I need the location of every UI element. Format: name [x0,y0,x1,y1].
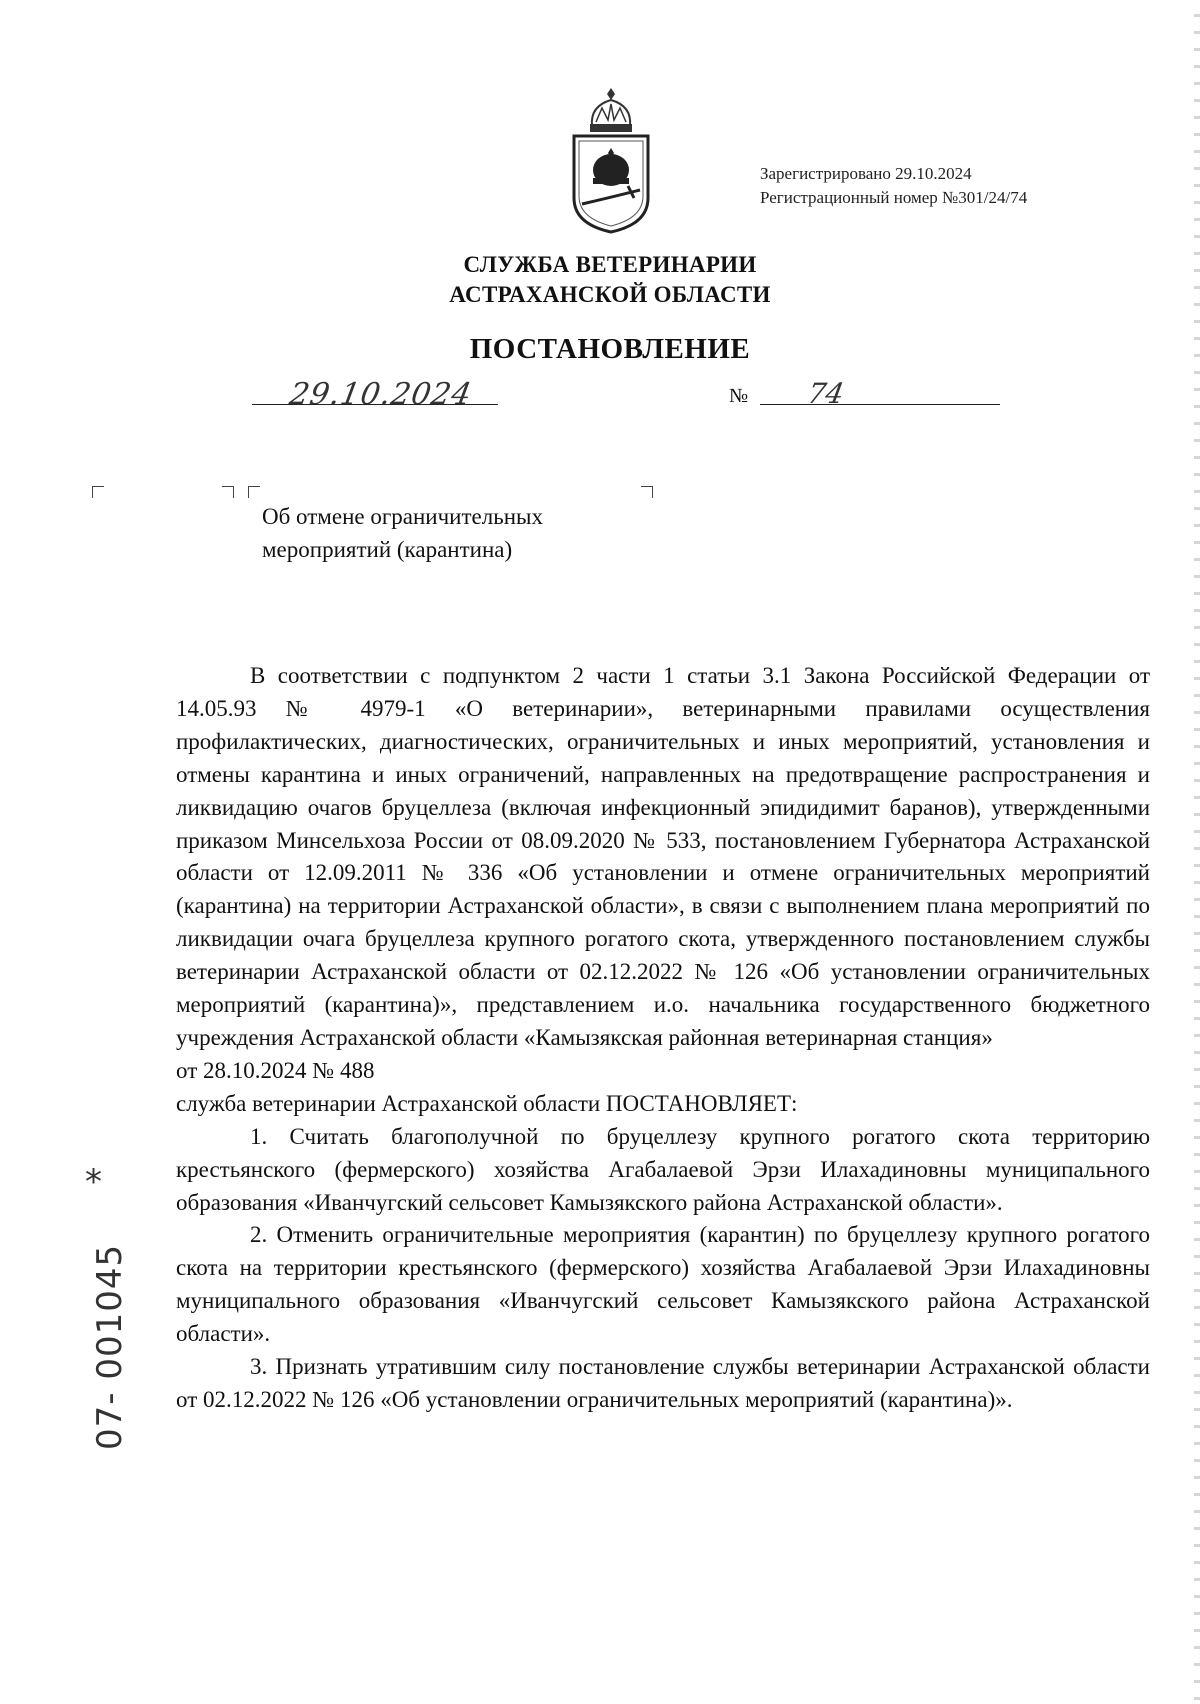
date-underline [252,404,498,405]
organization-name [0,250,1200,310]
document-number: 74 [805,377,847,410]
preamble-end: от 28.10.2024 № 488 [176,1057,375,1083]
document-title: ПОСТАНОВЛЕНИЕ [469,333,751,365]
registration-number: Регистрационный номер №301/24/74 [760,188,1028,207]
astrakhan-coat-of-arms-icon [568,86,654,236]
preamble-paragraph: В соответствии с подпунктом 2 части 1 статьи 3.1 Закона Российской Федерации от 14.05.93 № 4979-1 «О ветеринарии», ветеринарными правилами осуществления профилактических, диагностических, ограничительных и иных мероприятий, установления и отмены карантина и иных ограничений, направленных на предотвращение распространения и ликвидацию очагов бруцеллеза (включая инфекционный эпидидимит баранов), утвержденными приказом Минсельхоза России от 08.09.2020 № 533, постановлением Губернатора Астраханской области от 12.09.2011 № 336 «Об установлении и отмене ограничительных мероприятий (карантина) на территории Астраханской области», в связи с выполнением плана мероприятий по ликвидации очага бруцеллеза крупного рогатого скота, утвержденного постановлением службы ветеринарии Астраханской области от 02.12.2022 № 126 «Об установлении ограничительных мероприятий (карантина)», представлением и.о. начальника государственного бюджетного учреждения Астраханской области «Камызякская районная ветеринарная станция» [176,663,1150,1050]
resolution-item-3: 3. Признать утратившим силу постановление службы ветеринарии Астраханской области от 02.12.2022 № 126 «Об установлении ограничительных мероприятий (карантина)». [176,1354,1150,1412]
serial-number: 07- 001045 [90,1243,130,1450]
corner-mark [641,486,653,498]
number-label: № [729,385,749,407]
corner-mark [222,486,234,498]
subject-line-2: мероприятий (карантина) [262,537,513,562]
organization-line-2: АСТРАХАНСКОЙ ОБЛАСТИ [449,282,771,307]
number-underline [760,404,1000,405]
registration-date: Зарегистрировано 29.10.2024 [760,164,972,183]
document-date: 29.10.2024 [286,377,475,412]
document-body [176,660,1150,1417]
document-subject [262,500,543,566]
corner-mark [248,486,260,498]
registration-stamp [760,162,1027,210]
resolution-item-1: 1. Считать благополучной по бруцеллезу крупного рогатого скота территорию крестьянского (фермерского) хозяйства Агабалаевой Эрзи Илахадиновны муниципального образования «Иванчугский сельсовет Камызякского района Астраханской области». [176,1123,1150,1215]
scan-edge [1194,0,1200,1704]
resolution-item-2: 2. Отменить ограничительные мероприятия (карантин) по бруцеллезу крупного рогатого скота на территории крестьянского (фермерского) хозяйства Агабалаевой Эрзи Илахадиновны муниципального образования «Иванчугский сельсовет Камызякского района Астраханской области». [176,1222,1150,1347]
stamp-mark: * [85,1162,102,1202]
serial-stamp [72,1243,132,1450]
resolution-clause: служба ветеринарии Астраханской области ПОСТАНОВЛЯЕТ: [176,1090,798,1116]
subject-line-1: Об отмене ограничительных [262,504,543,529]
organization-line-1: СЛУЖБА ВЕТЕРИНАРИИ [463,252,757,277]
corner-mark [92,486,104,498]
